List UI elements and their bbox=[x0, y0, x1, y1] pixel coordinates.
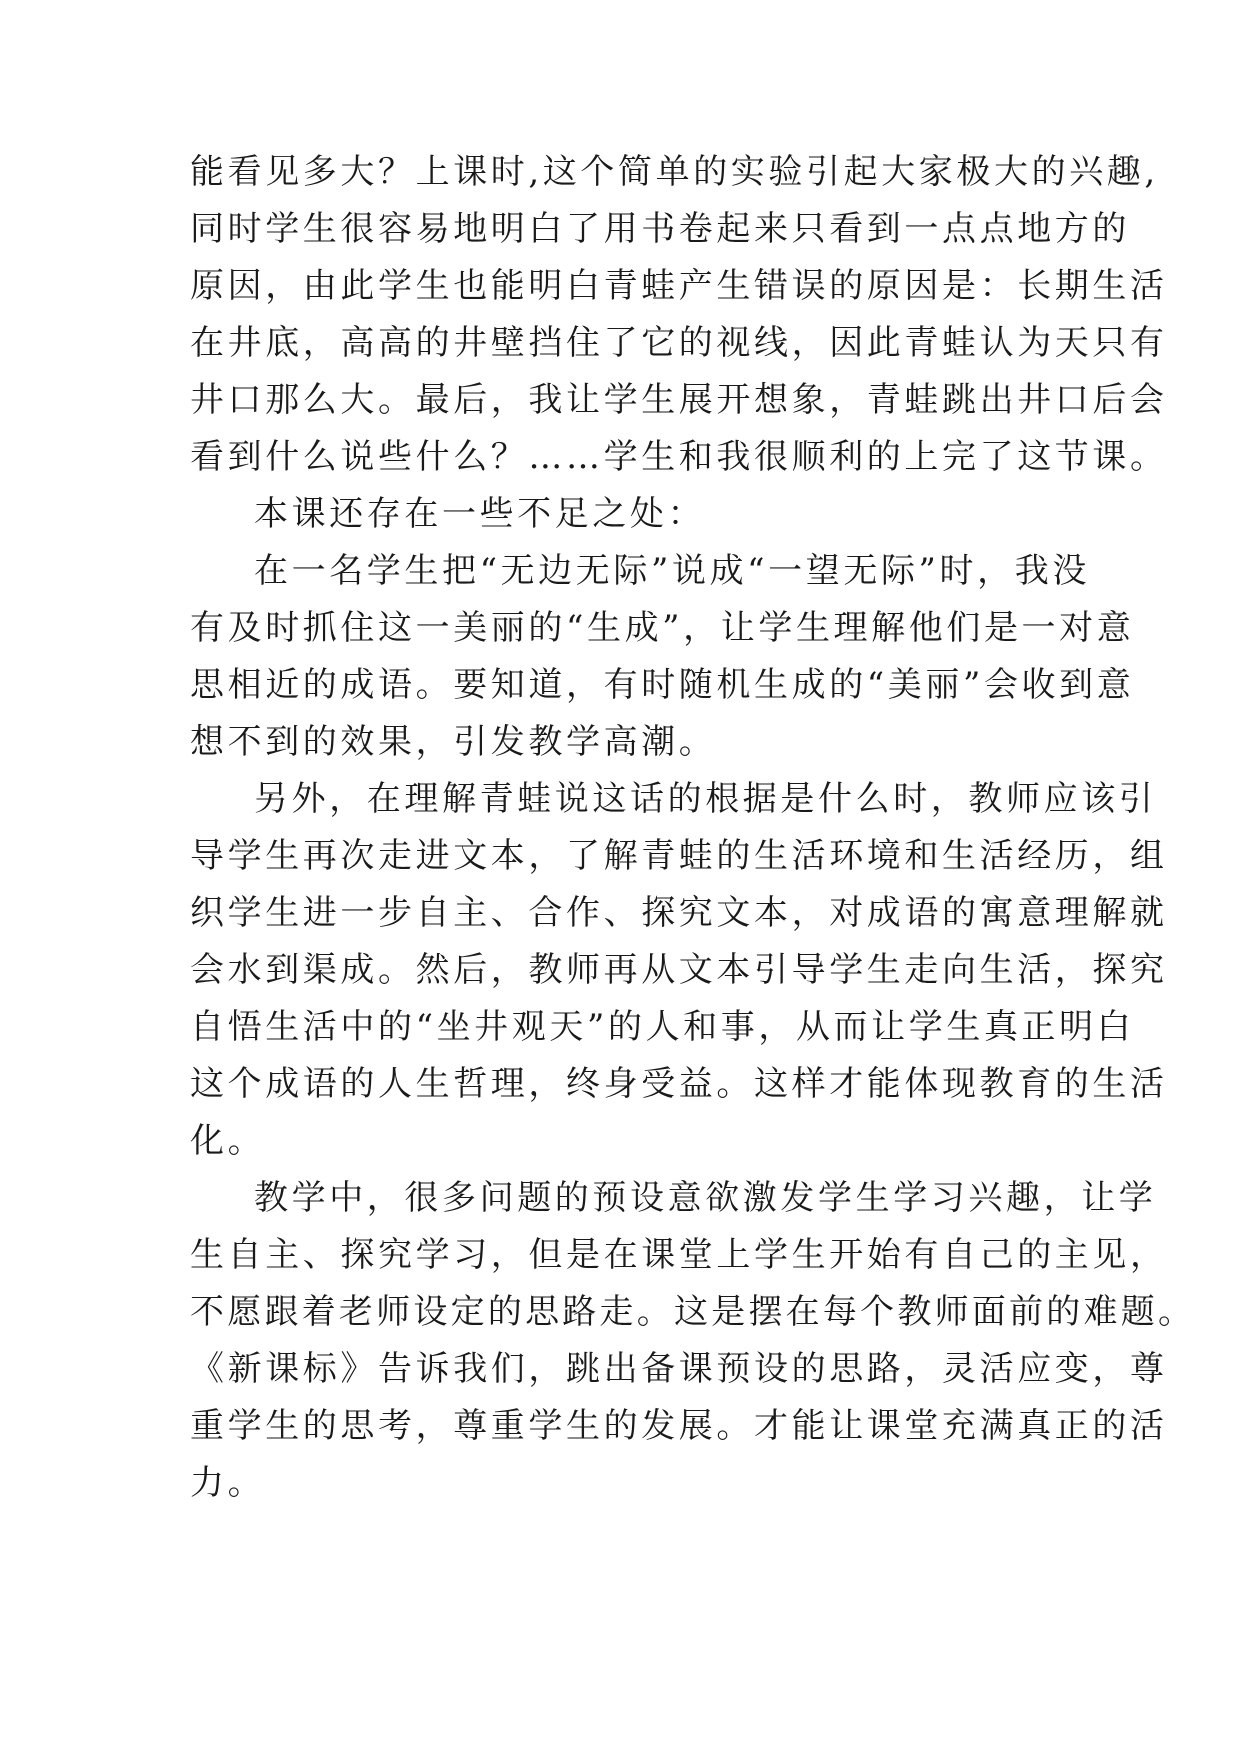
text-line: 《新课标》告诉我们，跳出备课预设的思路，灵活应变，尊 bbox=[190, 1349, 1168, 1389]
text-line: 生自主、探究学习，但是在课堂上学生开始有自己的主见， bbox=[190, 1235, 1168, 1275]
text-line: 本课还存在一些不足之处： bbox=[254, 494, 706, 534]
text-line: 教学中，很多问题的预设意欲激发学生学习兴趣，让学 bbox=[254, 1178, 1157, 1218]
text-line: 这个成语的人生哲理，终身受益。这样才能体现教育的生活 bbox=[190, 1064, 1168, 1104]
text-line: 同时学生很容易地明白了用书卷起来只看到一点点地方的 bbox=[190, 209, 1130, 249]
text-line: 有及时抓住这一美丽的“生成”，让学生理解他们是一对意 bbox=[190, 608, 1135, 648]
text-line: 另外，在理解青蛙说这话的根据是什么时，教师应该引 bbox=[254, 779, 1157, 819]
text-line: 不愿跟着老师设定的思路走。这是摆在每个教师面前的难题。 bbox=[190, 1292, 1196, 1332]
text-line: 会水到渠成。然后，教师再从文本引导学生走向生活，探究 bbox=[190, 950, 1168, 990]
text-line: 重学生的思考，尊重学生的发展。才能让课堂充满真正的活 bbox=[190, 1406, 1168, 1446]
text-line: 井口那么大。最后，我让学生展开想象，青蛙跳出井口后会 bbox=[190, 380, 1168, 420]
text-line: 想不到的效果，引发教学高潮。 bbox=[190, 722, 717, 762]
text-line: 思相近的成语。要知道，有时随机生成的“美丽”会收到意 bbox=[190, 665, 1135, 705]
text-line: 原因，由此学生也能明白青蛙产生错误的原因是：长期生活 bbox=[190, 266, 1168, 306]
text-line: 能看见多大？上课时,这个简单的实验引起大家极大的兴趣, bbox=[190, 152, 1159, 192]
text-line: 化。 bbox=[190, 1121, 266, 1161]
text-line: 导学生再次走进文本，了解青蛙的生活环境和生活经历，组 bbox=[190, 836, 1168, 876]
text-line: 在井底，高高的井壁挡住了它的视线，因此青蛙认为天只有 bbox=[190, 323, 1168, 363]
text-line: 织学生进一步自主、合作、探究文本，对成语的寓意理解就 bbox=[190, 893, 1168, 933]
text-line: 看到什么说些什么？……学生和我很顺利的上完了这节课。 bbox=[190, 437, 1168, 477]
text-line: 力。 bbox=[190, 1463, 266, 1503]
text-line: 自悟生活中的“坐井观天”的人和事，从而让学生真正明白 bbox=[190, 1007, 1135, 1047]
text-line: 在一名学生把“无边无际”说成“一望无际”时，我没 bbox=[254, 551, 1090, 591]
